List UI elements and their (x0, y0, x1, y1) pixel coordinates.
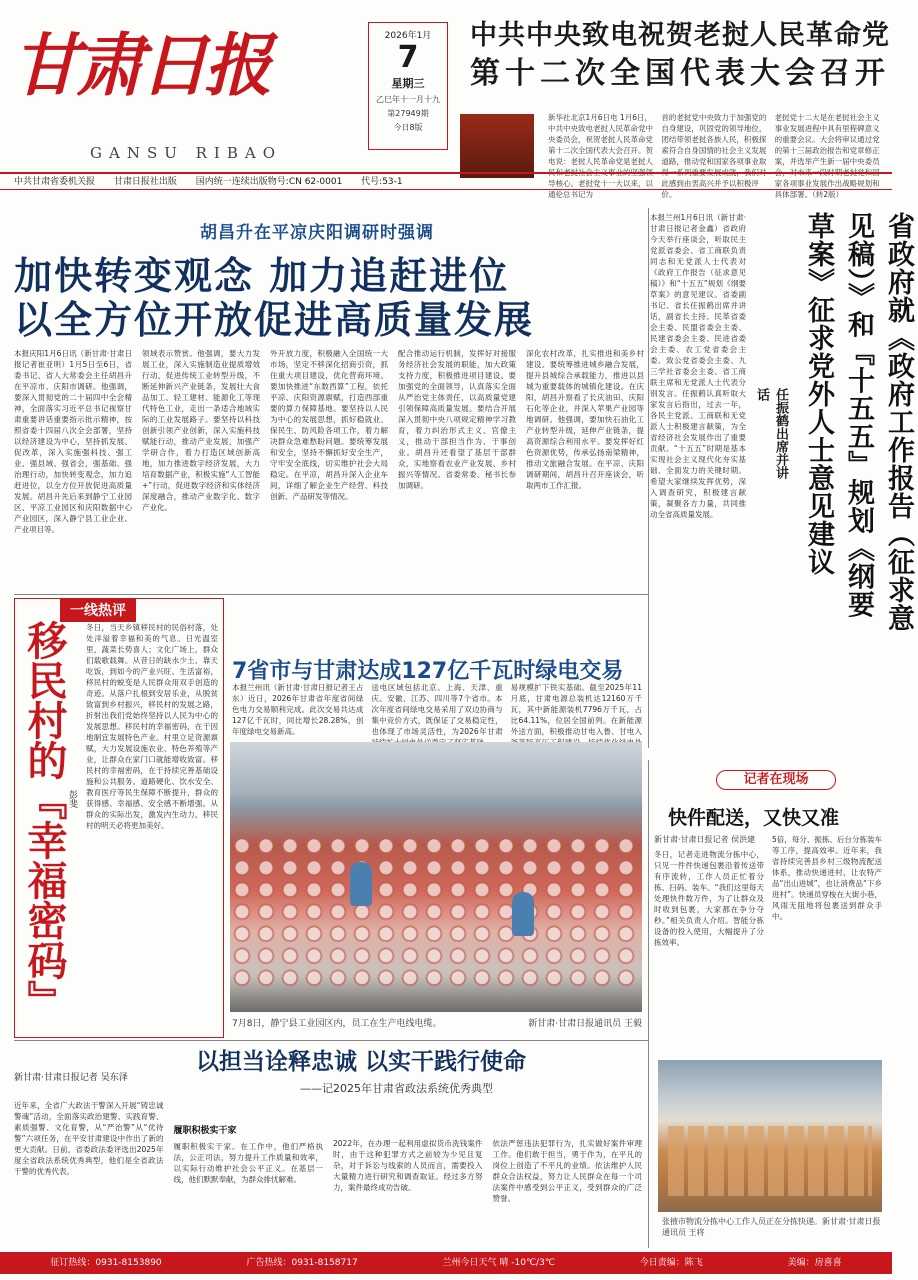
lead-headline-line2[interactable]: 以全方位开放促进高质量发展 (14, 298, 535, 342)
law-col3: 2022年，在办理一起利用虚拟货币洗钱案件时，由于这种犯罪方式之前较为少见且复杂，对于诉讼与线索的人员而言，需要投入大量精力进行研究和调查取证。经过多方努力，案件最终成功告破。 (333, 1139, 483, 1192)
field-byline: 新甘肃·甘肃日报记者 侯洪建 (654, 835, 756, 844)
lead-col2: 领域表示赞赏。他强调，要大力发展工业，深入实施制造业提质增效行动，促进传统工业转型升级，不断延伸新兴产业链条，发展壮大食品加工、轻工建材、能源化工等现代特色工业，走出一条适合地域实际的工业发展路子。要坚持以科技创新引领产业创新，深入实施科技赋能行动，推动产业发展，加强产学研合作，着力打造区域创新高地，加力推进数字经济发展，大力培育数据产业，积极实施“人工智能+”行动，促进数字经济和实体经济深度融合，推动产业数字化、数字产业化。 (142, 349, 260, 512)
date-weekday: 星期三 (391, 77, 425, 90)
commentary-title[interactable]: 移民村的『幸福密码』 (21, 620, 67, 1020)
green-story-title[interactable]: 7省市与甘肃达成127亿千瓦时绿电交易 (232, 659, 624, 684)
divider (648, 208, 649, 748)
caption-credit: 新甘肃·甘肃日报通讯员 王毅 (528, 1019, 642, 1029)
logo-chinese: 甘肃日报 (12, 26, 269, 106)
law-section-heading: 履职积极实干家 (173, 1126, 237, 1136)
divider (14, 1040, 648, 1041)
commentary-body: 冬日，当天乡镇移民村的民俗村落，处处洋溢着幸福和美的气息。日光温室里，蔬菜长势喜人；文化广场上，群众们载歌载舞。从昔日的缺水少土、靠天吃饭，到如今的产业兴旺、生活富裕，移民村的蜕变是人民群众用双手创造的奇迹。从落户扎根到安居乐业，从脱贫致富到乡村振兴，移民村的发展之路，折射出我们党始终坚持以人民为中心的发展思想。移民村的幸福密码，在于因地制宜发展特色产业。村里立足资源禀赋，大力发展设施农业、特色养殖等产业，让群众在家门口就能增收致富。移民村的幸福密码，在于持续完善基础设施和公共服务。道路硬化、饮水安全、教育医疗等民生保障不断提升，群众的获得感、幸福感、安全感不断增强。从群众的实际出发，激发内生动力，移民村的明天必将更加美好。 (86, 623, 218, 830)
field-report-body (654, 834, 882, 1052)
footer-editor: 今日责编：陈飞 (639, 1258, 703, 1268)
date-lunar: 乙巳年十一月十九 (376, 95, 440, 104)
footer-ads: 广告热线：0931-8158717 (246, 1258, 358, 1268)
green-col1: 本报兰州讯（新甘肃·甘肃日报记者王占东）近日，2026年甘肃省年度省间绿色电力交易顺利完成。此次交易共达成127亿千瓦时，同比增长28.28%，创年度绿电交易新高。 (232, 683, 364, 736)
right-article-title[interactable]: 省政府就《政府工作报告（征求意见稿）》和『十五五』规划《纲要草案》征求党外人士意见建议 (803, 212, 914, 632)
law-col2: 履职积极实干家。在工作中，他们严格执法，公正司法，努力提升工作质量和效率，以实际行动维护社会公平正义。在基层一线，他们默默奉献，为群众排忧解难。 (173, 1142, 323, 1184)
logo-english: GANSU RIBAO (90, 144, 282, 162)
law-story-subtitle: ——记2025年甘肃省政法系统优秀典型 (300, 1082, 493, 1095)
law-story-title[interactable]: 以担当诠释忠诚 以实干践行使命 (196, 1049, 527, 1075)
commentary-author: 彭斐 (67, 790, 77, 808)
footer-weather: 兰州今日天气 晴 -10℃/3℃ (442, 1258, 555, 1268)
right-article-subtitle: 任振鹤出席并讲话 (754, 388, 788, 479)
top-story-title-line1[interactable]: 中共中央致电祝贺老挝人民革命党 (470, 20, 890, 51)
lead-body (14, 348, 644, 590)
divider (648, 760, 649, 1248)
right-article-headline[interactable] (798, 212, 914, 632)
law-col1: 近年来，全省广大政法干警深入开展“铸忠诚警魂”活动，全面落实政治建警、实践育警、素质强警、文化育警，从“严治警”从“优待警”六项任务，在平安甘肃建设中作出了新的更大贡献。日前，省委政法委评选出2025年度全省政法系统优秀典型，他们是全省政法干警的优秀代表。 (14, 1101, 164, 1176)
date-box (368, 22, 448, 150)
field-col1-wrap (654, 834, 764, 1052)
lead-col4: 配合推动运行机制，发挥好对接服务经济社会发展的职能，加大政策支持力度，积极推进项目建设。要加强党的全面领导，认真落实全面从严治党主体责任，以高质量党建引领保障高质量发展。要结合开展深入贯彻中央八项规定精神学习教育，着力纠治形式主义、官僚主义，推动干部担当作为、干事创业。胡昌升还看望了基层干部群众，实地察看农业产业发展、乡村振兴等情况。省委常委、秘书长参加调研。 (398, 349, 516, 490)
field-col1: 冬日，记者走进物流分拣中心，只见一件件快递包裹沿着传送带有序流转，工作人员正忙着分拣、扫码、装车。“我们这里每天处理快件数万件，为了让群众及时收到包裹，大家都在争分夺秒。”相关负责人介绍。智能分拣设备的投入使用，大幅提升了分拣效率。 (654, 850, 764, 947)
publisher-bar (0, 172, 892, 190)
lead-headline-line1[interactable]: 加快转变观念 加力追赶进位 (14, 254, 510, 298)
issue-number: 第27949期 (387, 109, 429, 118)
law-col4: 依法严惩违法犯罪行为，扎实做好案件审理工作。他们敢于担当，勇于作为，在平凡的岗位上创造了不平凡的业绩。依法维护人民群众合法权益，努力让人民群众在每一个司法案件中感受到公平正义，受到群众的广泛赞誉。 (492, 1139, 642, 1203)
top-story-col3: 老挝党十二大是在老挝社会主义事业发展进程中具有里程碑意义的重要会议。大会将审议通过党的第十三届政治报告和党章修正案，并选举产生新一届中央委员会，对未来一段时期老挝党和国家各项事业发展作出战略规划和具体部署。（转2版） (774, 113, 880, 199)
top-story-headline[interactable] (470, 18, 890, 94)
qr-code-image (460, 114, 534, 178)
worker-figure (512, 892, 534, 936)
field-report-label: 记者在现场 (716, 770, 836, 790)
lead-col3: 外开放力度，积极融入全国统一大市场，坚定不移深化招商引资，抓住重大项目建设，优化营商环境。要加快推进“东数西算”工程，依托平凉、庆阳资源禀赋，打造西部重要的算力保障基地。要坚持以人民为中心的发展思想，抓好稳就业、保民生、防风险各项工作，着力解决群众急难愁盼问题。要统筹发展和安全，坚持不懈抓好安全生产，守牢安全底线，切实维护社会大局稳定。在平凉，胡昌升深入企业车间，详细了解企业生产经营、科技创新、产品研发等情况。 (270, 349, 388, 501)
lead-subtitle: 胡昌升在平凉庆阳调研时强调 (200, 223, 434, 243)
publisher-org: 中共甘肃省委机关报 (14, 177, 96, 187)
worker-figure (350, 862, 372, 906)
lead-headline[interactable] (14, 254, 644, 342)
law-story-body (14, 1092, 642, 1252)
law-col2-wrap (174, 1092, 324, 1252)
top-story-col1: 新华社北京1月6日电 1月6日，中共中央致电老挝人民革命党中央委员会，祝贺老挝人民革命党第十二次全国代表大会召开。贺电说：老挝人民革命党是老挝人民和老挝社会主义事业的坚强领导核心。老挝党十一大以来，以通伦总书记为 (548, 113, 653, 199)
law-story-byline: 新甘肃·甘肃日报记者 吴东泽 (14, 1073, 128, 1083)
lead-col5: 深化农村改革，扎实推进和美乡村建设。要统筹推进城乡融合发展，提升县城综合承载能力，推进以县城为重要载体的城镇化建设。在庆阳，胡昌升察看了长庆油田、庆阳石化等企业，并深入苹果产业园等地调研。他强调，要加快石油化工产业转型升级，延伸产业链条，提高资源综合利用水平。要发挥好红色资源优势，传承弘扬南梁精神，推动文旅融合发展。在平凉、庆阳调研期间，胡昌升召开座谈会，听取两市工作汇报。 (526, 349, 644, 490)
top-story-col2: 首的老挝党中央致力于加强党的自身建设，巩固党的领导地位，团结带领老挝各族人民，积极探索符合自身国情的社会主义发展道路，推动党和国家各项事业取得一系列重要发展成就，我们对此感到由衷高兴并予以积极评价。 (661, 113, 767, 199)
publication-number: 国内统一连续出版物号:CN 62-0001 (195, 177, 343, 187)
warehouse-photo-caption: 张掖市物流分拣中心工作人员正在分拣快递。新甘肃·甘肃日报通讯员 王将 (662, 1217, 881, 1237)
factory-photo (230, 742, 642, 1012)
factory-photo-caption (232, 1016, 642, 1029)
right-article-body: 本报兰州1月6日讯（新甘肃·甘肃日报记者金鑫）省政府今天举行座谈会，听取民主党派省委会、省工商联负责同志和无党派人士代表对《政府工作报告（征求意见稿）》和“十五五”规划《纲要草案》的意见建议。省委副书记、省长任振鹤出席并讲话，副省长主持。民革省委会主委、民盟省委会主委、民建省委会主委、民进省委会主委、农工党省委会主委、致公党省委会主委、九三学社省委会主委、省工商联主席和无党派人士代表分别发言。任振鹤认真听取大家发言后指出，过去一年，各民主党派、工商联和无党派人士积极建言献策，为全省经济社会发展作出了重要贡献。“十五五”时期是基本实现社会主义现代化夯实基础、全面发力的关键时期。希望大家继续发挥优势，深入调查研究，积极建言献策，凝聚各方力量，共同推动全省高质量发展。 (650, 213, 746, 519)
lead-col1: 本报庆阳1月6日讯（新甘肃·甘肃日报记者崔亚明）1月5日至6日，省委书记、省人大常委会主任胡昌升在平凉市、庆阳市调研。他强调，要深入贯彻党的二十届四中全会精神，全面落实习近平总书记视察甘肃重要讲话重要指示批示精神，按照省委十四届八次全会部署，坚持以经济建设为中心，坚持抓发展、促改革，深入实施强科技、强工业、强县域、强省会，强基础、强治理行动，加快转变观念，加力追赶进位，以全方位开放促进高质量发展。胡昌升先后来到静宁工业园区、平凉工业园区和庆阳数据中心产业园区，深入静宁县工业企业、产业项目等。 (14, 349, 132, 534)
date-year-month: 2026年1月 (384, 31, 432, 41)
page-count: 今日8版 (393, 123, 423, 132)
top-story-title-line2[interactable]: 第十二次全国代表大会召开 (470, 56, 890, 91)
postal-code: 代号:53-1 (361, 177, 403, 187)
divider (14, 594, 648, 595)
green-col3: 易规模扩下铁实基础。截至2025年11月底，甘肃电源总装机达12160万千瓦，其中新能源装机7796万千瓦，占比64.11%，位居全国前列。在新能源外送方面，积极推动甘电入鲁、甘电入 (510, 683, 642, 736)
green-col2: 送电区域包括北京、上海、天津、重庆、安徽、江苏、四川等7个省市。本次年度省间绿电交易采用了双边协商与集中竞价方式，既保证了交易稳定性，也体现了市场灵活性，为2026年甘肃 (371, 683, 503, 736)
caption-text: 7月8日，静宁县工业园区内，员工在生产电线电缆。 (232, 1019, 442, 1029)
field-col2: 5倍，每分、振拣、后台分拣装车等工序，提高效率。近年来，我省持续完善县乡村三级物流配送体系，推动快递进村，让农特产品“出山进城”，也让消费品“下乡进村”。快递员穿梭在大街小巷，风雨无阻地将包裹送到群众手中。 (772, 835, 882, 921)
warehouse-photo (658, 1060, 882, 1212)
publisher-name: 甘肃日报社出版 (113, 177, 177, 187)
green-story-body (232, 682, 642, 744)
date-day: 7 (397, 40, 419, 75)
commentary-label: 一线热评 (60, 598, 136, 622)
footer-subscription: 征订热线：0931-8153890 (50, 1258, 162, 1268)
footer-bar (0, 1252, 892, 1274)
footer-designer: 美编：房喜喜 (787, 1258, 842, 1268)
field-report-title[interactable]: 快件配送，又快又准 (668, 807, 840, 829)
newspaper-logo (12, 12, 269, 132)
